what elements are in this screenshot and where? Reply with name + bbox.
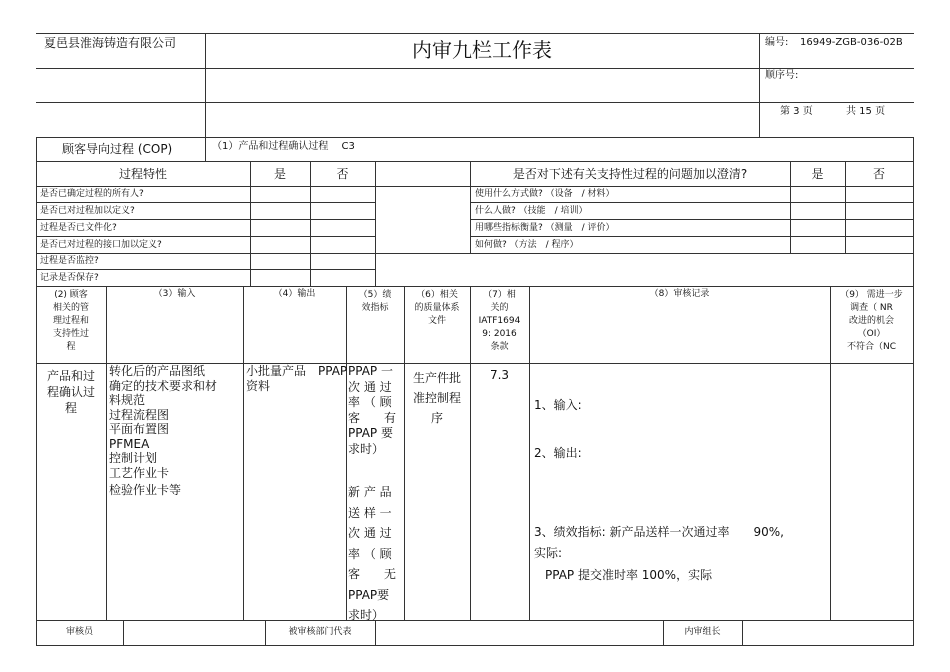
check-left-item: 是否已对过程的接口加以定义? [40,240,162,250]
check-right-header: 是否对下述有关支持性过程的问题加以澄清? [512,167,748,181]
check-right-item: 什么人做? （技能 / 培训） [475,206,588,216]
qms-document: 生产件批 准控制程 序 [412,371,461,425]
kpi-new-product-pass-rate: 新 产 品 送 样 一 次 通 过 率 （ 顾 客 无 PPAP要 求时） [348,485,397,622]
check-right-item: 如何做? （方法 / 程序） [475,240,579,250]
page-title: 内审九栏工作表 [412,38,552,62]
check-right-item: 用哪些指标衡量? （测量 / 评价） [475,223,615,233]
audit-record-actual: 实际: [534,546,563,560]
col-header-4: （4）输出 [273,289,316,299]
doc-no-label: 编号: [765,37,789,48]
process-value: （1）产品和过程确认过程 C3 [212,141,355,152]
check-right-item: 使用什么方式做? （设备 / 材料） [475,189,615,199]
process-label: 顾客导向过程 (COP) [62,142,173,156]
audit-record-kpi: 3、绩效指标: 新产品送样一次通过率 90%, [534,525,784,539]
audit-team-leader-label: 内审组长 [684,627,721,637]
check-right-no: 否 [872,167,885,181]
sequence-label: 顺序号: [765,70,799,81]
check-left-item: 记录是否保存? [40,273,99,283]
check-left-yes: 是 [273,167,286,181]
check-left-item: 过程是否监控? [40,256,99,266]
process-name: 产品和过 程确认过 程 [46,369,95,415]
page-total: 共 15 页 [846,106,886,117]
outputs-text: 小批量产品 PPAP 资料 [246,364,348,393]
check-left-item: 过程是否已文件化? [40,223,117,233]
col-header-5: （5）绩 效指标 [358,290,392,313]
check-left-header: 过程特性 [118,167,167,181]
check-left-item: 是否已对过程加以定义? [40,206,135,216]
col-header-2: (2) 顾客 相关的管 理过程和 支持性过 程 [52,290,89,352]
audit-record-ppap: PPAP 提交准时率 100%，实际 [545,568,713,582]
auditee-representative-label: 被审核部门代表 [288,627,352,637]
col-header-3: （3）输入 [153,289,196,299]
iatf-clause: 7.3 [489,368,510,382]
company-name: 夏邑县淮海铸造有限公司 [44,36,177,50]
page-number: 第 3 页 [780,106,813,117]
audit-record-input: 1、输入: [534,398,582,412]
check-left-no: 否 [336,167,349,181]
doc-no: 16949-ZGB-036-02B [800,37,903,48]
col-header-6: （6）相关 的质量体系 文件 [414,290,460,326]
auditor-label: 审核员 [65,627,93,637]
audit-record-output: 2、输出: [534,446,582,460]
col-header-9: （9） 需进一步 调查（ NR 改进的机会 （OI） 不符合（NC [840,290,903,352]
kpi-ppap-pass-rate: PPAP 一 次 通 过 率 （ 顾 客 有 PPAP 要 求时） [348,364,397,456]
col-header-8: （8）审核记录 [649,289,710,299]
check-right-yes: 是 [811,167,824,181]
inputs-list: 转化后的产品图纸 确定的技术要求和材 料规范 过程流程图 平面布置图 PFMEA 控制计划 工艺作业卡 检验作业卡等 [109,364,218,497]
col-header-7: （7）相 关的 IATF1694 9: 2016 条款 [478,290,521,352]
check-left-item: 是否已确定过程的所有人? [40,189,144,199]
